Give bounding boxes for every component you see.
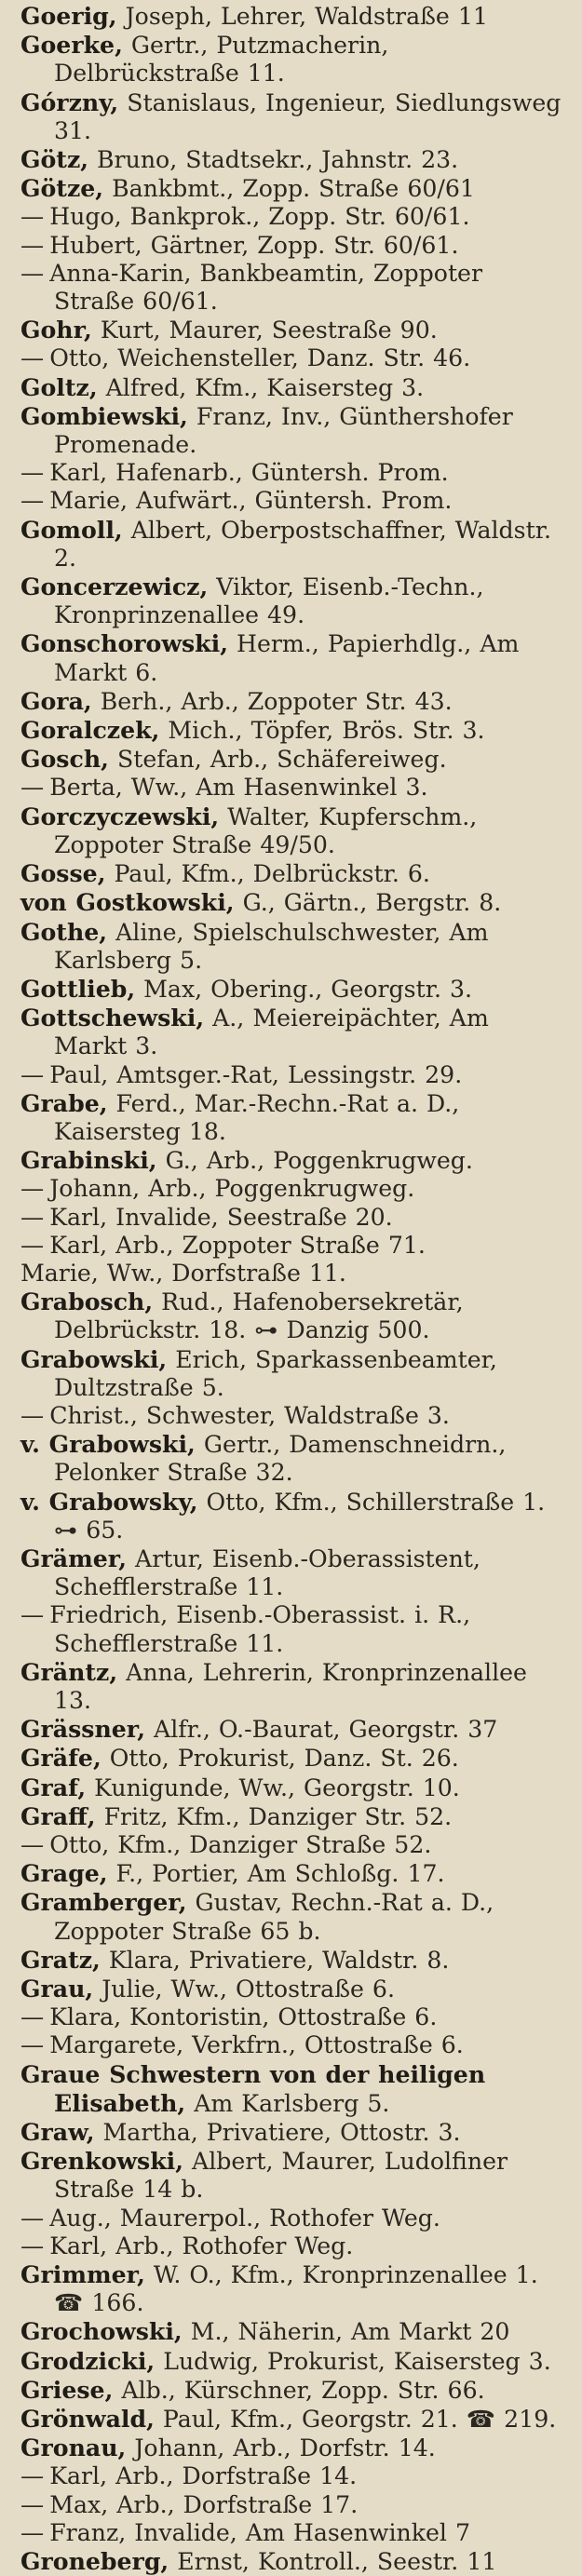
directory-entry <box>20 1946 565 1975</box>
directory-entry <box>20 1544 565 1601</box>
entry-details: Ernst, Kontroll., Seestr. 11 <box>177 2548 497 2576</box>
entry-details: Julie, Ww., Ottostraße 6. <box>102 1976 395 2003</box>
entry-details: Aline, Spielschulschwester, Am Karlsberg 5. <box>54 918 489 974</box>
entry-details: Karl, Arb., Zoppoter Straße 71. <box>49 1231 426 1259</box>
directory-entry <box>20 2405 565 2434</box>
ditto-dash: — <box>20 1060 45 1088</box>
directory-entry <box>20 2491 565 2519</box>
directory-entry <box>20 1288 565 1344</box>
entry-details: Karl, Invalide, Seestraße 20. <box>49 1203 393 1231</box>
entry-details: F., Portier, Am Schloßg. 17. <box>115 1860 445 1888</box>
entry-details: M., Näherin, Am Markt 20 <box>190 2318 510 2346</box>
entry-details: Martha, Privatiere, Ottostr. 3. <box>102 2119 461 2147</box>
directory-entry <box>20 918 565 975</box>
directory-entry <box>20 2031 565 2059</box>
ditto-dash: — <box>20 459 45 487</box>
entry-details: Kunigunde, Ww., Georgstr. 10. <box>94 1774 460 1801</box>
ditto-dash: — <box>20 344 45 372</box>
entry-details: Mich., Töpfer, Brös. Str. 3. <box>168 717 485 745</box>
directory-entry <box>20 1975 565 2003</box>
entry-details: Erich, Sparkassenbeamter, Dultzstraße 5. <box>54 1345 497 1401</box>
entry-details: G., Gärtn., Bergstr. 8. <box>242 889 502 917</box>
entry-details: Am Karlsberg 5. <box>194 2089 390 2117</box>
entry-surname: Grochowski, <box>20 2317 183 2346</box>
directory-entry <box>20 1345 565 1402</box>
entry-surname: Groneberg, <box>20 2547 169 2576</box>
entry-surname: Grau, <box>20 1975 94 2003</box>
ditto-dash: — <box>20 2462 45 2490</box>
directory-entry <box>20 145 565 174</box>
entry-details: Franz, Inv., Günthershofer Promenade. <box>54 402 513 459</box>
directory-entry <box>20 516 565 573</box>
ditto-dash: — <box>20 231 45 259</box>
entry-surname: Grönwald, <box>20 2405 155 2434</box>
entry-details: G., Arb., Poggenkrugweg. <box>165 1147 473 1175</box>
entry-surname: Gottlieb, <box>20 974 136 1003</box>
directory-entry <box>20 1004 565 1060</box>
entry-details: Johann, Arb., Dorfstr. 14. <box>134 2434 436 2462</box>
directory-entry <box>20 1260 565 1288</box>
directory-entry <box>20 402 565 459</box>
directory-entry <box>20 629 565 686</box>
entry-details: Viktor, Eisenb.-Techn., Kronprinzenallee 49. <box>54 573 484 629</box>
entry-details: Alfr., O.-Baurat, Georgstr. 37 <box>154 1716 498 1744</box>
directory-entry <box>20 2147 565 2204</box>
entry-details: Karl, Hafenarb., Güntersh. Prom. <box>49 459 449 487</box>
directory-entry <box>20 2519 565 2547</box>
entry-surname: Gothe, <box>20 917 108 946</box>
entry-details: Anna-Karin, Bankbeamtin, Zoppoter Straße 60/61. <box>49 259 483 316</box>
entry-surname: Gräntz, <box>20 1657 118 1686</box>
entry-details: Christ., Schwester, Waldstraße 3. <box>49 1401 450 1429</box>
entry-surname: Gora, <box>20 686 92 715</box>
entry-details: Klara, Privatiere, Waldstr. 8. <box>108 1946 450 1974</box>
entry-details: Klara, Kontoristin, Ottostraße 6. <box>49 2003 438 2031</box>
entry-surname: Gohr, <box>20 316 92 344</box>
entry-surname: Goerke, <box>20 31 123 60</box>
directory-entry <box>20 1888 565 1945</box>
entry-details: Kurt, Maurer, Seestraße 90. <box>100 317 438 344</box>
directory-entry <box>20 1175 565 1203</box>
entry-details: Alfred, Kfm., Kaisersteg 3. <box>105 373 425 401</box>
entry-details: Gustav, Rechn.-Rat a. D., Zoppoter Straße 65 b. <box>54 1889 494 1945</box>
directory-entry <box>20 2232 565 2260</box>
entry-details: Rud., Hafenobersekretär, Delbrückstr. 18. ⊶ Danzig 500. <box>54 1288 464 1344</box>
directory-entry <box>20 1146 565 1175</box>
entry-surname: Goncerzewicz, <box>20 573 209 601</box>
directory-entry <box>20 1802 565 1831</box>
entry-surname: Gronau, <box>20 2434 127 2462</box>
entry-surname: Grage, <box>20 1859 108 1888</box>
entry-surname: Górzny, <box>20 88 119 116</box>
directory-entry <box>20 1488 565 1544</box>
entry-details: Albert, Oberpostschaffner, Waldstr. 2. <box>54 516 551 572</box>
directory-entry <box>20 1601 565 1657</box>
ditto-dash: — <box>20 259 45 287</box>
entry-surname: Gräfe, <box>20 1744 102 1773</box>
entry-details: Otto, Kfm., Danziger Straße 52. <box>49 1831 432 1858</box>
entry-details: Berh., Arb., Zoppoter Str. 43. <box>100 687 453 715</box>
directory-entry <box>20 203 565 231</box>
directory-entry <box>20 260 565 316</box>
directory-entry <box>20 1232 565 1260</box>
directory-entry <box>20 344 565 372</box>
entry-surname: Gonschorowski, <box>20 629 228 658</box>
entry-details: Margarete, Verkfrn., Ottostraße 6. <box>49 2031 464 2059</box>
entry-details: Hugo, Bankprok., Zopp. Str. 60/61. <box>49 203 470 231</box>
directory-entry <box>20 1859 565 1888</box>
entry-details: Artur, Eisenb.-Oberassistent, Schefflerstraße 11. <box>54 1544 480 1601</box>
entry-surname: Gorczyczewski, <box>20 802 220 830</box>
entry-details: Paul, Amtsger.-Rat, Lessingstr. 29. <box>49 1060 463 1088</box>
ditto-dash: — <box>20 774 45 802</box>
directory-entry <box>20 316 565 344</box>
entry-surname: Götz, <box>20 145 89 174</box>
entry-surname: Gombiewski, <box>20 401 188 430</box>
entry-details: Max, Obering., Georgstr. 3. <box>143 975 473 1003</box>
entry-details: Herm., Papierhdlg., Am Markt 6. <box>54 630 520 686</box>
entry-details: Ludwig, Prokurist, Kaisersteg 3. <box>163 2347 551 2375</box>
entry-surname: Grodzicki, <box>20 2346 156 2375</box>
entry-details: Hubert, Gärtner, Zopp. Str. 60/61. <box>49 231 459 259</box>
directory-entry <box>20 1430 565 1487</box>
entry-surname: von Gostkowski, <box>20 888 235 917</box>
entry-surname: v. Grabowski, <box>20 1430 196 1459</box>
directory-entry <box>20 1744 565 1773</box>
entry-surname: Gosse, <box>20 859 106 888</box>
entry-details: Bruno, Stadtsekr., Jahnstr. 23. <box>97 146 459 174</box>
directory-entry <box>20 232 565 260</box>
directory-entry <box>20 2462 565 2490</box>
directory-entry <box>20 1831 565 1859</box>
directory-entry <box>20 2317 565 2346</box>
ditto-dash: — <box>20 2031 45 2059</box>
ditto-dash: — <box>20 1601 45 1629</box>
entry-details: Bankbmt., Zopp. Straße 60/61 <box>112 175 475 203</box>
entry-surname: v. Grabowsky, <box>20 1487 198 1516</box>
directory-entry <box>20 2260 565 2317</box>
directory-entry <box>20 859 565 888</box>
entry-surname: Graff, <box>20 1801 96 1830</box>
directory-entry <box>20 2118 565 2147</box>
directory-entry <box>20 2347 565 2376</box>
entry-details: Otto, Kfm., Schillerstraße 1. ⊶ 65. <box>54 1488 546 1544</box>
directory-entry <box>20 2376 565 2405</box>
entry-details: Stefan, Arb., Schäfereiweg. <box>116 746 447 774</box>
entry-details: Max, Arb., Dorfstraße 17. <box>49 2490 359 2518</box>
entry-surname: Götze, <box>20 174 104 203</box>
ditto-dash: — <box>20 2232 45 2259</box>
entry-details: Friedrich, Eisenb.-Oberassist. i. R., Schefflerstraße 11. <box>49 1601 471 1657</box>
ditto-dash: — <box>20 1175 45 1203</box>
directory-entry <box>20 373 565 402</box>
entry-surname: Gottschewski, <box>20 1004 205 1032</box>
entry-surname: Goralczek, <box>20 716 160 745</box>
directory-entry <box>20 1204 565 1232</box>
directory-entry <box>20 975 565 1004</box>
entry-details: Joseph, Lehrer, Waldstraße 11 <box>125 3 488 30</box>
entry-surname: Graf, <box>20 1773 87 1801</box>
entry-details: Paul, Kfm., Georgstr. 21. ☎ 219. <box>162 2406 557 2434</box>
entry-surname: Grenkowski, <box>20 2147 184 2176</box>
directory-entry <box>20 487 565 515</box>
entry-surname: Graw, <box>20 2118 95 2147</box>
directory-entry <box>20 774 565 802</box>
ditto-dash: — <box>20 1203 45 1231</box>
directory-entry <box>20 1061 565 1089</box>
entry-surname: Grämer, <box>20 1544 127 1572</box>
ditto-dash: — <box>20 1231 45 1259</box>
directory-entry <box>20 573 565 629</box>
directory-entry <box>20 888 565 917</box>
entry-surname: Grabe, <box>20 1088 108 1117</box>
directory-entry <box>20 1715 565 1744</box>
entry-details: Karl, Arb., Dorfstraße 14. <box>49 2462 358 2490</box>
directory-entry <box>20 1089 565 1146</box>
ditto-dash: — <box>20 2204 45 2232</box>
entry-details: W. O., Kfm., Kronprinzenallee 1. ☎ 166. <box>54 2261 538 2317</box>
directory-entry <box>20 31 565 88</box>
directory-entry <box>20 716 565 745</box>
entry-details: Karl, Arb., Rothofer Weg. <box>49 2232 354 2259</box>
entry-details: Paul, Kfm., Delbrückstr. 6. <box>114 860 430 888</box>
directory-entry <box>20 1402 565 1430</box>
entry-details: Anna, Lehrerin, Kronprinzenallee 13. <box>54 1658 527 1714</box>
entry-details: Stanislaus, Ingenieur, Siedlungsweg 31. <box>54 88 562 144</box>
entry-details: Berta, Ww., Am Hasenwinkel 3. <box>49 774 428 802</box>
entry-surname: Gomoll, <box>20 515 123 544</box>
directory-entry <box>20 802 565 859</box>
entry-surname: Grabosch, <box>20 1288 154 1316</box>
entry-surname: Grabowski, <box>20 1344 168 1373</box>
ditto-dash: — <box>20 203 45 231</box>
entry-surname: Graue Schwestern von der heiligen Elisabeth, <box>20 2059 486 2117</box>
ditto-dash: — <box>20 1831 45 1858</box>
entry-surname: Goltz, <box>20 372 98 401</box>
entry-details: Johann, Arb., Poggenkrugweg. <box>49 1175 415 1203</box>
entry-details: Gertr., Putzmacherin, Delbrückstraße 11. <box>54 32 389 88</box>
directory-entry <box>20 2205 565 2232</box>
entry-details: Ferd., Mar.-Rechn.-Rat a. D., Kaisersteg 18. <box>54 1089 460 1145</box>
entry-surname: Grabinski, <box>20 1146 157 1175</box>
directory-entry <box>20 1658 565 1715</box>
entry-details: Albert, Maurer, Ludolfiner Straße 14 b. <box>54 2148 508 2204</box>
entry-details: Otto, Prokurist, Danz. St. 26. <box>109 1745 459 1773</box>
entry-surname: Grässner, <box>20 1715 146 1744</box>
ditto-dash: — <box>20 487 45 515</box>
directory-entry <box>20 745 565 774</box>
directory-entry <box>20 459 565 487</box>
directory-entry <box>20 2547 565 2576</box>
entry-details: Franz, Invalide, Am Hasenwinkel 7 <box>49 2518 471 2546</box>
directory-entry <box>20 2 565 31</box>
entry-surname: Gramberger, <box>20 1888 187 1917</box>
entry-details: A., Meiereipächter, Am Markt 3. <box>54 1005 489 1060</box>
entry-details: Marie, Ww., Dorfstraße 11. <box>20 1259 346 1287</box>
entry-surname: Gosch, <box>20 745 109 774</box>
ditto-dash: — <box>20 2518 45 2546</box>
entry-details: Gertr., Damenschneidrn., Pelonker Straße 32. <box>54 1431 507 1487</box>
directory-entry <box>20 2060 565 2118</box>
ditto-dash: — <box>20 2490 45 2518</box>
entry-surname: Goerig, <box>20 2 117 30</box>
entry-details: Marie, Aufwärt., Güntersh. Prom. <box>49 487 453 515</box>
directory-entry <box>20 2434 565 2462</box>
directory-entry <box>20 1774 565 1802</box>
entry-surname: Gratz, <box>20 1945 101 1974</box>
directory-entry <box>20 2003 565 2031</box>
ditto-dash: — <box>20 2003 45 2031</box>
ditto-dash: — <box>20 1401 45 1429</box>
directory-entry <box>20 88 565 145</box>
entry-details: Alb., Kürschner, Zopp. Str. 66. <box>121 2376 485 2404</box>
entry-surname: Grimmer, <box>20 2260 145 2289</box>
entry-details: Otto, Weichensteller, Danz. Str. 46. <box>49 344 471 372</box>
entry-surname: Griese, <box>20 2375 114 2404</box>
entry-details: Walter, Kupferschm., Zoppoter Straße 49/50. <box>54 802 478 858</box>
entry-details: Aug., Maurerpol., Rothofer Weg. <box>49 2204 440 2232</box>
directory-entry <box>20 687 565 716</box>
directory-entry <box>20 174 565 203</box>
entry-details: Fritz, Kfm., Danziger Str. 52. <box>103 1802 453 1830</box>
